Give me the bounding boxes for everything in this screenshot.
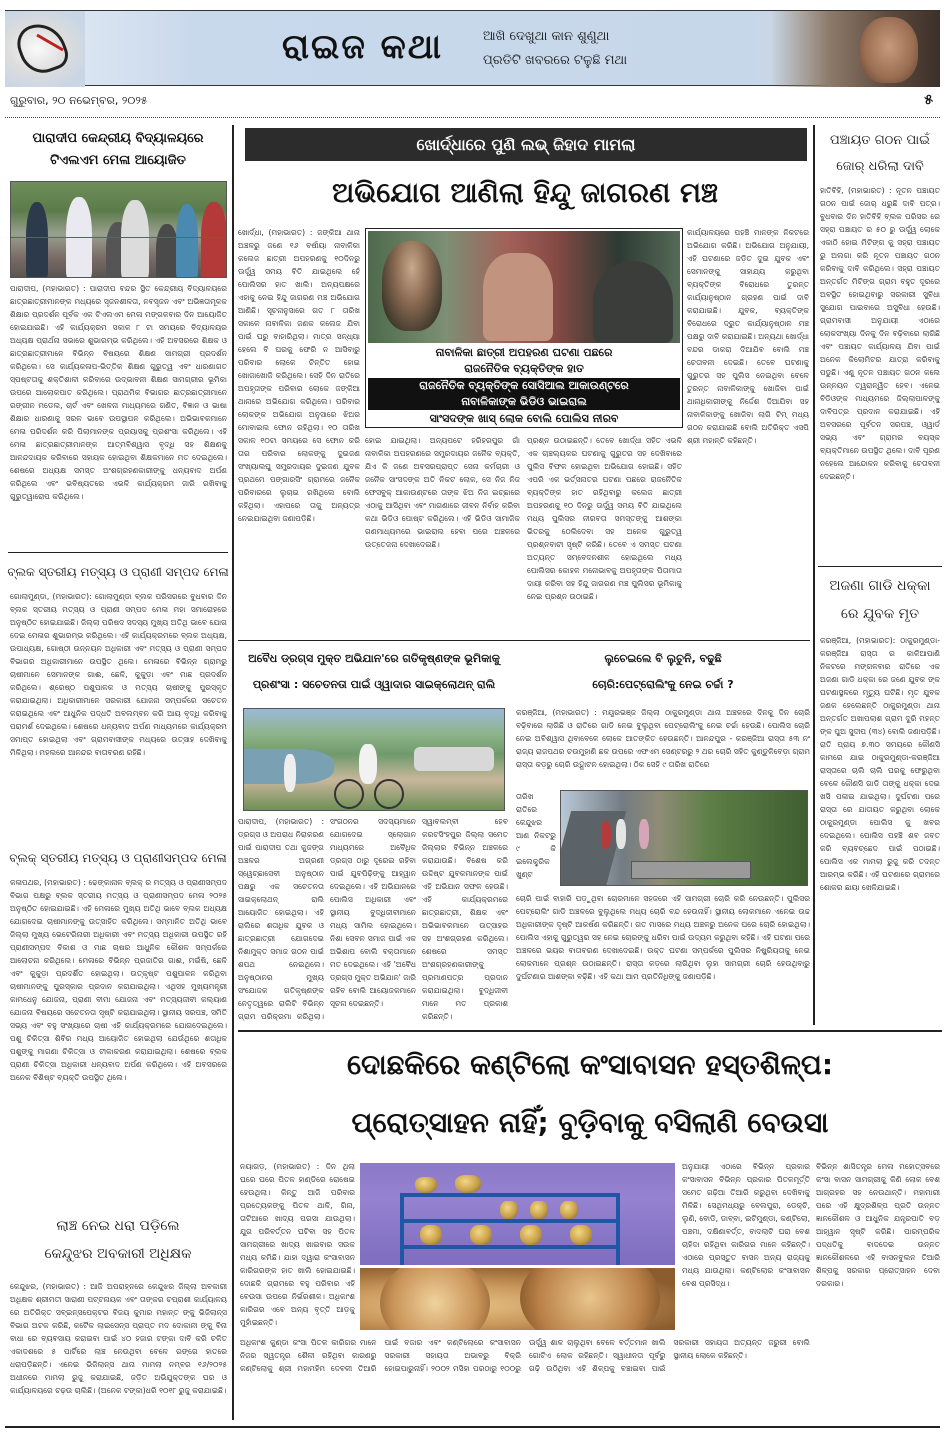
accident-body: କରଞ୍ଜିଆ, (ମହାଭାରତ): ଠାକୁରମୁଣ୍ଡା- କରଞ୍ଜିଆ ରାସ୍ତା ର କାଳିଆପାଣି ନିକଟରେ ମଙ୍ଗଳବାର ରାତିରେ ଏକ ଅଜଣା ଗାଡି ଧକ୍କା ରେ ଜଣେ ଯୁବକ ଙ୍କ ଘଟଣାସ୍ଥଳରେ ମୃତ୍ୟୁ ଘଟିଛି। ମୃତ ଯୁବକ ଜଣକ ହେଲେଛନ୍ତି ଠାକୁରମୁଣ୍ଡା ଥାନା ଅନ୍ତର୍ଗତ ଅଖାପଲାଶ ଗ୍ରାମ ଦୁରି ମହନ୍ତ ଙ୍କ ପୁଅ ସୁଦୀପ (୩୪) ବୋଲି ଜଣାପଡ଼ିଛି। ରାତି ପ୍ରାୟ ୭.୩୦ ସମୟରେ କୌଣସି କାମରେ ଯାଇ ଠାକୁରମୁଣ୍ଡା-କରଞ୍ଜିଆ ରାସ୍ତାରେ ଚାଲି ଚାଲି ଘରକୁ ଫେରୁଥିବା ବେଳେ କୌଣସି ଗାଡି ତାଙ୍କୁ ଧକ୍କା ଦେଇ ଖସି ପଳାଇ ଯାଇଥିଲା। ଦୁର୍ଘଟଣା ପରେ ରାସ୍ତା ରେ ଯାତାୟତ କରୁଥିବା ଲୋକେ ଠାକୁରମୁଣ୍ଡା ପୋଲିସ କୁ ଖବର ଦେଇଥିଲେ। ପୋଲିସ ପହଞ୍ଚି ଶବ ଜବତ କରି ବ୍ୟବଚ୍ଛେଦ ପାଇଁ ପଠାଇଛି। ପୋଲିସ ଏକ ମାମଲା ରୁଜୁ କରି ତଦନ୍ତ ଆରମ୍ଭ କରିଛି। ଏହି ଘଟଣାରେ ଗ୍ରାମରେ ଶୋକର ଛାୟା ଖେଳିଯାଇଛି।	[820, 636, 940, 892]
lead-headline: ଅଭିଯୋଗ ଆଣିଲା ହିନ୍ଦୁ ଜାଗରଣ ମଞ୍ଚ	[332, 176, 718, 209]
story-kv-body: ପାରାଦୀପ, (ମହାଭାରତ) : ପାରାଦୀପ ବନ୍ଦର ସ୍ଥିତ କେନ୍ଦ୍ରୀୟ ବିଦ୍ୟାଳୟରେ ଛାତ୍ରଛାତ୍ରୀମାନଙ୍କ ମଧ୍ୟରେ ସୃଜନଶୀଳତା, ନବସୃଜନ ଏବଂ ଅଭିଜ୍ଞତାମୂଳକ ଶିକ୍ଷାର ପ୍ରଦର୍ଶନ ପୂର୍ବକ ଏକ ଟିଏଲଏମ ମେଳା ମଙ୍ଗଳବାର ଦିନ ଆୟୋଜିତ ହୋଇଯାଇଛି। ଏହି କାର୍ଯ୍ୟକ୍ରମ ସକାଳ ୮ ଟା ସମୟରେ ବିଦ୍ୟାଳୟର ଅଧ୍ୟକ୍ଷ ପ୍ରାର୍ଥନା ସଭାରେ ଶୁଭାରମ୍ଭ କରିଥିଲେ। ଏହି ଅବସରରେ ଶିକ୍ଷକ ଓ ଛାତ୍ରଛାତ୍ରୀମାନେ ବିଭିନ୍ନ ବିଷୟରେ ଶିକ୍ଷଣ ସାମଗ୍ରୀ ପ୍ରଦର୍ଶନ କରିଥିଲେ। ସେ କାର୍ଯ୍ୟକଳାପ-ଭିତ୍ତିକ ଶିକ୍ଷଣ ଗୁରୁତ୍ୱ ଏବଂ ଧାରଣାଗତ ସ୍ପଷ୍ଟତାକୁ ଶକ୍ତିଶାଳୀ କରିବାରେ ଉଦ୍ଭାବନୀ ଶିକ୍ଷଣ ସାମଗ୍ରୀର ଭୂମିକା ଉପରେ ଆଲୋକପାତ କରିଥିଲେ। ପ୍ରାଥମିକ ବିଭାଗର ଛାତ୍ରଛାତ୍ରୀମାନେ ରଙ୍ଗୀନ ମଡେଲ, ଚାର୍ଟ ଏବଂ ଖେଳନା ମାଧ୍ୟମରେ ଗଣିତ, ବିଜ୍ଞାନ ଓ ଭାଷା ଶିକ୍ଷାର ଧାରଣାକୁ ସରଳ ଭାବେ ଉପସ୍ଥାପନ କରିଥିଲେ। ଅଭିଭାବକମାନେ ମେଳା ପରିଦର୍ଶନ କରି ପିଲାମାନଙ୍କ ପ୍ରୟାସକୁ ପ୍ରଶଂସା କରିଥିଲେ। ଏହି ମେଳା ଛାତ୍ରଛାତ୍ରୀମାନଙ୍କ ଆତ୍ମବିଶ୍ୱାସ ବୃଦ୍ଧି ସହ ଶିକ୍ଷଣକୁ ଆନନ୍ଦଦାୟକ କରିବାରେ ସହାୟକ ହୋଇଥିବା ଶିକ୍ଷକମାନେ ମତ ଦେଇଥିଲେ। ଶେଷରେ ଅଧ୍ୟକ୍ଷ ସମସ୍ତ ଅଂଶଗ୍ରହଣକାରୀଙ୍କୁ ଧନ୍ୟବାଦ ଅର୍ପଣ କରିଥିଲେ ଏବଂ ଭବିଷ୍ୟତରେ ଏଭଳି କାର୍ଯ୍ୟକ୍ରମ ଜାରି ରଖିବାକୁ ଗୁରୁତ୍ୱାରୋପ କରିଥିଲେ।	[10, 284, 227, 501]
shelf	[400, 1193, 404, 1265]
petrol-body-bottom: ଚୋରି ପାଇଁ ବାହାରି ପଡ଼ୁଥିବା ଚୋରମାନେ ସହଜରେ ଏହି ସାମଗ୍ରୀ ଚୋରି କରି ନେଉଛନ୍ତି। ପୁଲିସର ପେଟ୍ରୋଲିଂ ଗାଡି ଅଞ୍ଚଳରେ ବୁଲୁଥିଲେ ମଧ୍ୟ ଚୋରି ବନ୍ଦ ହେଉନାହିଁ। ସ୍ଥାନୀୟ ଲୋକମାନେ ଏନେଇ ଉଚ୍ଚ ଅଧିକାରୀଙ୍କ ଦୃଷ୍ଟି ଆକର୍ଷଣ କରିଛନ୍ତି। ଗତ ମାସରେ ମଧ୍ୟ ଅଞ୍ଚଳରୁ ଅନେକ ଘରେ ଚୋରି ହୋଇଥିଲା। ପୋଲିସ ଏହାକୁ ଗୁରୁତ୍ୱର ସହ ନେଇ ଚୋରଙ୍କୁ ଧରିବା ପାଇଁ ଉଦ୍ୟମ କରୁଥିବା କହିଛି। ଏହି ଘଟଣା ପରେ ଅଞ୍ଚଳରେ ଭୟର ବାତାବରଣ ଦେଖାଦେଇଛି। ଉକ୍ତ ଘଟଣା ସମ୍ପର୍କରେ ପୁଲିସର ନିଷ୍କ୍ରିୟତାକୁ ନେଇ ଲୋକମାନେ ପ୍ରଶ୍ନ ଉଠାଇଛନ୍ତି। ରାସ୍ତା କଡ଼ରେ ଲାଗିଥିବା ଲୁହା ସାମଗ୍ରୀ ଚୋରି ହେଉଥିବାରୁ ଦୁର୍ଘଟଣାର ଆଶଙ୍କା ବଢ଼ିଛି। ଏହି କଥା ଆମ ପ୍ରତିନିଧିଙ୍କୁ ଜଣାପଡ଼ିଛି।	[516, 894, 810, 981]
brass-plate	[520, 1268, 660, 1330]
headline-line: ଲୁଚେଇଲେ ବି ଲୁଚୁନି, ବଢୁଛି	[604, 652, 722, 665]
story-divider	[8, 552, 228, 553]
brass-shop-photo	[360, 1163, 675, 1265]
story-divider	[238, 640, 810, 641]
brass-pot	[500, 1201, 518, 1219]
masthead-divider	[5, 117, 940, 118]
caption-line: ରାଜନୈତିକ ବ୍ୟକ୍ତିଙ୍କ ସୋସିଆଲ ଆକାଉଣ୍ଟରେ	[419, 379, 629, 392]
cycle-body-col2: ସଂଗଠନର ସଦସ୍ୟମାନେ ଯୋଗଦେଇ ସ୍ଲୋଗାନ ମାଧ୍ୟମରେ ଅବୈଧିକ ଡ୍ରଗ୍ସ ଠାରୁ ଦୂରେଇ ରହିବା ପାଇଁ ଯୁବପିଢ଼ିଙ୍କୁ ଆହ୍ୱାନ ଦେଇଥିଲେ। ଏହି ଅଭିଯାନରେ ପୋଲିସ ଅଧିକାରୀ ଏବଂ ସ୍ଥାନୀୟ ବୁଦ୍ଧିଜୀବୀମାନେ ମଧ୍ୟ ସାମିଲ ହୋଇଥିଲେ। ନିଶା ସେବନ ସମାଜ ପାଇଁ ଏକ ଅଭିଶାପ ବୋଲି ବକ୍ତାମାନେ ମତ ଦେଇଥିଲେ। ଏହି 'ଅବୈଧ ଡ୍ରଗ୍ସ ମୁକ୍ତ ଅଭିଯାନ' ଜାରି ରହିବ ବୋଲି ଆୟୋଜକମାନେ ସୂଚନା ଦେଇଛନ୍ତି।	[330, 817, 416, 1008]
cycle-wheel-icon	[334, 779, 364, 809]
brass-body-col1: ନୟାଗଡ଼, (ମହାଭାରତ) : ଦିନ ଥିଲା ଘରେ ଘରେ ପିତଳ ହାଣ୍ଡିରେ ରୋଷେଇ ହେଉଥିଲା। କିନ୍ତୁ ଆଜି ପରିବାର ପ୍ରତ୍ୟେକଙ୍କୁ ପିତଳ ଥାଳି, ଗିନା, ତାଟିଆରେ ଖାଦ୍ୟ ପରସା ଯାଉଥିଲା। ଯୁଗ ପରିବର୍ତ୍ତନ ଘଟିବା ସହ ପିତଳ ସାମଗ୍ରୀରେ ଖାଦ୍ୟ ଖାଇବାର ସଉକ ମଧ୍ୟ କମିଛି। ଯାହା ଦ୍ୱାରା କଂସାବାସନ କାରିଗରଙ୍କ ହାତ ଖାଲି ହୋଇଯାଇଛି। ଦୋଛକି ଗ୍ରାମରେ ବହୁ ପରିବାର ଏହି ବେଉସା ଉପରେ ନିର୍ଭରଶୀଳ। ଅଧିକାଂଶ କାରିଗର ଏବେ ଅନ୍ୟ ବୃତ୍ତି ଆଡ଼କୁ ମୁହାଁଇଛନ୍ତି।	[240, 1162, 355, 1327]
lead-body-col4: କାର୍ଯ୍ୟାଳୟରେ ପହଞ୍ଚି ମାନଙ୍କ ନିକଟରେ ଅଭିଯୋଗ କରିଛି। ଅଭିଯୋଗ ଅନୁଯାୟୀ, ଏହି ଘଟଣାରେ ଜଡ଼ିତ ଦୁଇ ଯୁବକ ଏବଂ ସେମାନଙ୍କୁ ସାହାଯ୍ୟ କରୁଥିବା ବ୍ୟକ୍ତିଙ୍କ ବିରୋଧରେ ତୁରନ୍ତ କାର୍ଯ୍ୟାନୁଷ୍ଠାନ ଗ୍ରହଣ ପାଇଁ ଦାବି କରାଯାଇଛି। ଯୁବକ, ବ୍ୟକ୍ତିଙ୍କ ବିରୋଧରେ ଦ୍ରୁତ କାର୍ଯ୍ୟାନୁଷ୍ଠାନ ମଞ୍ଚ ପକ୍ଷରୁ ଦାବି କରାଯାଇଛି। ଅନ୍ୟଥା ଖୋର୍ଦ୍ଧା ବନ୍ଦର ଡାକରା ଦିଆଯିବ ବୋଲି ମଞ୍ଚ ଚେତାବନୀ ଦେଇଛି। ତେବେ ଘଟଣାକୁ ଗୁରୁତର ସହ ପୁଲିସ ନେଇଥିବା ବେଳେ ତୁରନ୍ତ ନାବାଳିକାଙ୍କୁ ଖୋଜିବା ପାଇଁ ଥାନାଧିକାରୀଙ୍କୁ ନିର୍ଦ୍ଦେଶ ଦିଆଯିବା ସହ ନାବାଳିକାଙ୍କୁ ଖୋଜିବା ଲାଗି ଟିମ୍ ମଧ୍ୟ ଗଠନ କରାଯାଇଛି ବୋଲି ଅତିରିକ୍ତ ଏସପି ଶ୍ରୀ ମହାନ୍ତି କହିଛନ୍ତି।	[687, 228, 809, 445]
headline-line: ବ୍ଲକ ସ୍ତରୀୟ ମତ୍ସ୍ୟ ଓ ପ୍ରାଣୀ ସମ୍ପଦ ମେଳା	[7, 565, 229, 579]
headline-line: ଦୋଛକିରେ କଣ୍ଟିଲୋ କଂସାବାସନ ହସ୍ତଶିଳ୍ପ:	[346, 1048, 834, 1081]
caption-line: ସାଂସଦଙ୍କ ଖାସ୍ ଲୋକ ବୋଲି ପୋଲିସ ନୀରବ	[429, 412, 619, 425]
petrol-body-left: ତାରିଖ ରାତିରେ କେନ୍ଦୁଝର ଆଣ ନିକଟରୁ ୯ କି ଇଲେକ୍ଟ୍ରିକ ଖୁଣ୍ଟ	[516, 792, 556, 879]
brass-pot	[560, 1201, 578, 1219]
headline-line: ପାରାଦୀପ କେନ୍ଦ୍ରୀୟ ବିଦ୍ୟାଳୟରେ	[32, 131, 204, 146]
headline-line: ପ୍ରଶଂସା : ସଚେତନତା ପାଇଁ ଓ୍ୱାଦାର ସାଇକ୍ଲୋଥନ୍ ରାଲି	[252, 678, 496, 691]
panchayat-body: ହାତିବିହି, (ମହାଭାରତ) : ନୂତନ ପଞ୍ଚାୟତ ଗଠନ ପାଇଁ ଜୋର୍ ଧରୁଛି ଦାବି ପତ୍ର। ବୁଧବାର ଦିନ ହାତିବିହି ବ୍ଲକ ପରିସର ରେ ସହ୍ରା ପଞ୍ଚାୟତ ର ୫୦ ରୁ ଊର୍ଦ୍ଧ୍ୱ ଲୋକେ ଏକାଠି ହୋଇ ମିଟିଙ୍ଗ କୁ ସହ୍ରା ପଞ୍ଚାୟତ ରୁ ଅଲଗା କରି ନୂତନ ପଞ୍ଚାୟତ ଗଠନ କରିବାକୁ ଦାବି କରିଥିଲେ। ସହ୍ରା ପଞ୍ଚାୟତ ଅନ୍ତର୍ଗତ ମିଟିଙ୍ଗ ଗ୍ରାମ ବହୁତ ଦୂରରେ ଅବସ୍ଥିତ ହୋଇଥିବାରୁ ସରକାରୀ ସୁବିଧା ସୁଯୋଗ ପାଇବାରେ ଅସୁବିଧା ହେଉଛି। ଗ୍ରାମବାସୀ ଅନୁଯାୟୀ ଏଠାରେ ଲୋକସଂଖ୍ୟା ଦିନକୁ ଦିନ ବଢ଼ିବାରେ ଲାଗିଛି ଏବଂ ପଞ୍ଚାୟତ କାର୍ଯ୍ୟାଳୟ ଯିବା ପାଇଁ ଅନେକ କିଲୋମିଟର ଯାତ୍ରା କରିବାକୁ ପଡୁଛି। ଏଣୁ ନୂତନ ପଞ୍ଚାୟତ ଗଠନ କଲେ ଉନ୍ନୟନ ତ୍ୱରାନ୍ୱିତ ହେବ। ଏନେଇ ବିଡିଓଙ୍କ ମାଧ୍ୟମରେ ଜିଲ୍ଲାପାଳଙ୍କୁ ଦାବିପତ୍ର ପ୍ରଦାନ କରାଯାଇଛି। ଏହି ଅବସରରେ ପୂର୍ବତନ ସରପଞ୍ଚ, ଓ୍ୱାର୍ଡ ସଭ୍ୟ ଏବଂ ଗ୍ରାମର ବୟସ୍କ ବ୍ୟକ୍ତିମାନେ ଉପସ୍ଥିତ ଥିଲେ। ଦାବି ପୂରଣ ନହେଲେ ଆନ୍ଦୋଳନ କରିବାକୁ ଚେତାବନୀ ଦେଇଛନ୍ତି।	[820, 186, 940, 481]
brass-pot	[530, 1201, 548, 1219]
shelf	[400, 1219, 620, 1223]
story-divider	[818, 566, 942, 567]
brass-body-col2: ଅନୁଯାୟୀ ଏଠାରେ ବିଭିନ୍ନ ପ୍ରକାର କଂସାବାସନ ବିଭିନ୍ନ ପ୍ରକାର ପିତଳମୂର୍ତ୍ତି ସମେତ ଗଢ଼ିଆ ତିଆରି କରୁଥିବା ଦେଖିବାକୁ ମିଳିଛି। ସେଥିମଧ୍ୟରୁ ବେଲପୁରା, ଡେକ୍ଚି, ଲୁଣି, ବୋଡି, ଡାବ୍ବା, ଇଟିମୁଣ୍ଡା, କଣ୍ଟିଲୋ, ପଞ୍ଚମା, ଦକ୍ଷିଣାବର୍ତ୍ତ, ବାଦଲାଟି ଘରା ବେଶ ଚାହିଦା ରହିଥିବା କାରିଗର ମାନେ କହିଛନ୍ତି। ଏଠାରେ ପ୍ରସ୍ତୁତ ବାସନ ଅନ୍ୟ ରାଜ୍ୟକୁ ମଧ୍ୟ ଯାଉଥିଲା। କଣ୍ଟିଲୋର କଂସାବାସନ ବେଶ ପ୍ରସିଦ୍ଧ।	[682, 1162, 810, 1288]
tlm-fair-photo	[10, 181, 227, 278]
crying-child-photo	[770, 11, 940, 87]
brass-pot	[570, 1225, 592, 1245]
veiled-figure	[593, 261, 673, 343]
masthead	[5, 10, 940, 86]
lead-kicker-banner: ଖୋର୍ଦ୍ଧାରେ ପୁଣି ଲଭ୍ ଜିହାଦ ମାମଲା	[245, 128, 807, 161]
headline-line: ଚୋରି:ପେଟ୍ରୋଲିଂକୁ ନେଇ ଚର୍ଚ୍ଚା ?	[592, 678, 734, 691]
caption-line: ନାବାଳିକାଙ୍କ ଭିଡିଓ ଭାଇରାଲ	[461, 395, 587, 408]
lead-body-col3: ପ୍ରଶ୍ନ ଉଠାଇଛନ୍ତି। ତେବେ ଖୋର୍ଦ୍ଧା ସହିତ ଏଭଳି ଏକ ଚାଞ୍ଚଲ୍ୟକର ଘଟଣାକୁ ଗୁରୁତର ସହ ଦେଖିବାରେ ପୁଲିସ ବିଫଳ ହୋଇଥିବା ଅଭିଯୋଗ ହୋଇଛି। ସହିତ ଏପରି ଏକ ଭର୍ତ୍ସନାତର ଘଟଣା ପଛରେ ରାଜନୈତିକ ବ୍ୟକ୍ତିଙ୍କ ହାତ ରହିଥିବାରୁ କଲେଜ ଛାତ୍ରୀ ଅପହରଣକୁ ୧୦ ଦିନରୁ ଊର୍ଦ୍ଧ୍ୱ ସମୟ ବିତି ଯାଇଥିଲେ ମଧ୍ୟ ପୁଲିସର ନୀରବତା ସମସ୍ତଙ୍କୁ ଆଶଙ୍କା ଭିତରକୁ ଠେଲିଦେବା ସହ ଅନେକ ଗୁରୁତ୍ୱ ପ୍ରଶ୍ନବାଚୀ ସୃଷ୍ଟି କରିଛି। ତେବେ ଏ ସମସ୍ତ ଘଟଣା ଅତ୍ୟନ୍ତ ସମ୍ବେଦନଶୀଳ ହୋଇଥିଲେ ମଧ୍ୟ ପୋଲିସର କୋହଳ ମନୋଭାବକୁ ଅପହୃତାଙ୍କ ପିତାମାତା ଦାୟୀ କରିବା ସହ ହିନ୍ଦୁ ଜାଗରଣ ମଞ୍ଚ ପୁଲିସର ଭୂମିକାକୁ ନେଇ ପ୍ରଶ୍ନ ଉଠାଇଛି।	[527, 436, 682, 601]
story-fish-fair-body: ଗୋଲାମୁଣ୍ଡା, (ମହାଭାରତ): ଗୋଲାମୁଣ୍ଡା ବ୍ଲକ ପରିସରରେ ବୁଧବାର ଦିନ ବ୍ଲକ ସ୍ତରୀୟ ମତ୍ସ୍ୟ ଓ ପ୍ରାଣୀ ସମ୍ପଦ ମେଳା ମହା ସମାରୋହରେ ଅନୁଷ୍ଠିତ ହୋଇଯାଇଛି। ଜିଲ୍ଲା ପରିଷଦ ସଦସ୍ୟ ମୁଖ୍ୟ ଅତିଥି ଭାବେ ଯୋଗ ଦେଇ ମେଳାର ଶୁଭାରମ୍ଭ କରିଥିଲେ। ଏହି କାର୍ଯ୍ୟକ୍ରମରେ ବ୍ଲକ ଅଧ୍ୟକ୍ଷ, ଉପାଧ୍ୟକ୍ଷ, ଗୋଷ୍ଠୀ ଉନ୍ନୟନ ଅଧିକାରୀ ଏବଂ ମତ୍ସ୍ୟ ଓ ପ୍ରାଣୀ ସମ୍ପଦ ବିଭାଗର ଅଧିକାରୀମାନେ ଉପସ୍ଥିତ ଥିଲେ। ମେଳାରେ ବିଭିନ୍ନ ଗ୍ରାମରୁ ଚାଷୀମାନେ ସେମାନଙ୍କ ଗାଈ, ଛେଳି, କୁକୁଡ଼ା ଏବଂ ମାଛ ପ୍ରଦର୍ଶନ କରିଥିଲେ। ଶ୍ରେଷ୍ଠ ପଶୁପାଳକ ଓ ମତ୍ସ୍ୟ ଚାଷୀଙ୍କୁ ପୁରସ୍କୃତ କରାଯାଇଥିଲା। ଅଧିକାରୀମାନେ ସରକାରୀ ଯୋଜନା ସମ୍ପର୍କରେ ସଚେତନ କରାଇଥିଲେ ଏବଂ ଆଧୁନିକ ପଦ୍ଧତି ଅବଲମ୍ବନ କରି ଆୟ ବୃଦ୍ଧି କରିବାକୁ ପରାମର୍ଶ ଦେଇଥିଲେ। ଶେଷରେ ଧନ୍ୟବାଦ ଅର୍ପଣ ମାଧ୍ୟମରେ କାର୍ଯ୍ୟକ୍ରମ ସମାପ୍ତ ହୋଇଥିଲା ଏବଂ ଗ୍ରାମବାସୀଙ୍କ ମଧ୍ୟରେ ଉତ୍ସାହ ଦେଖିବାକୁ ମିଳିଥିଲା। ମହଲରେ ଆନନ୍ଦର ବାତାବରଣ ରହିଛି।	[10, 592, 227, 757]
brass-plates-photo	[360, 1268, 675, 1330]
tagline-line-2: ପ୍ରତିଟି ଖବରରେ ଟଳୁଛି ମଥା	[483, 53, 628, 68]
caption-line: ନାବାଳିକା ଛାତ୍ରୀ ଅପହରଣ ଘଟଣା ପଛରେ	[435, 346, 613, 359]
lead-body-col1: ଖୋର୍ଦ୍ଧା, (ମହାଭାରତ) : ଜଙ୍କିଆ ଥାନା ଅଞ୍ଚଳରୁ ଜଣେ ୧୬ ବର୍ଷୀୟା ନାବାଳିକା କଲେଜ ଛାତ୍ରୀ ଅପହରଣକୁ ୧୦ଦିନରୁ ଊର୍ଦ୍ଧ୍ୱ ସମୟ ବିତି ଯାଇଥିଲେ ହେଁ ପୋଲିସର ହାତ ଖାଲି। ଅନ୍ୟପକ୍ଷରେ ଏହାକୁ ନେଇ ହିନ୍ଦୁ ଜାଗରଣ ମଞ୍ଚ ଅଭିଯୋଗ ଆଣିଛି। ସୂଚନାନୁସାରେ ଗତ ୮ ତାରିଖ ସକାଳେ ନାବାଳିକା ଜଣକ କଲେଜ ଯିବା ପାଇଁ ଘରୁ ବାହାରିଥିଲା। ମାତ୍ର ସନ୍ଧ୍ୟା ହେଲେ ବି ଘରକୁ ଫେରି ନ ଆସିବାରୁ ପରିବାର ଲୋକେ ଚିନ୍ତିତ ହୋଇ ଖୋଜାଖୋଜି କରିଥିଲେ। ସେହି ଦିନ ରାତିରେ ଅପହୃତାଙ୍କ ପରିବାର ଲୋକେ ଜଙ୍କିଆ ଥାନାରେ ଅଭିଯୋଗ କରିଥିଲେ। ପରିବାର ଲୋକଙ୍କ ଅଭିଯୋଗ ଅନୁସାରେ ଝିଅର ମୋବାଇଲ ଫୋନ ରହିଥିଲା। ୧୦ ତାରିଖ ସକାଳ ୧୦ଟା ସମୟରେ ସେ ଫୋନ କରି ତାର ପରିବାର ଲୋକଙ୍କୁ ଦୁଇଜଣ ସଂଖ୍ୟାଲଘୁ ସମ୍ପ୍ରଦାୟର ଦୁଇଜଣ ଯୁବକ ପ୍ରଥମେ ପଙ୍ଗାରସିଂ ଗ୍ରାମରେ ଜନୈକ ପରିବାରରେ ଲୁଚାଇ ରଖିଥିଲେ ବୋଲି କହିଥିଲା। ଏହାପରେ ତାକୁ ଅନ୍ୟତ୍ର ନେଇଯାଇଥିବା ଜଣାପଡ଼ିଛି।	[238, 228, 360, 523]
tagline-line-1: ଆଖି ଦେଖୁଥା କାନ ଶୁଣୁଥା	[483, 29, 610, 44]
headline-line: ବ୍ଲକ୍ ସ୍ତରୀୟ ମତ୍ସ୍ୟ ଓ ପ୍ରାଣୀସମ୍ପଦ ମେଳା	[9, 851, 227, 865]
walking-man	[284, 754, 296, 792]
roadside-photo	[560, 790, 808, 886]
headline-line: ଲାଞ୍ଚ ନେଇ ଧରା ପଡ଼ିଲେ	[56, 1218, 180, 1234]
brass-pot	[470, 1225, 492, 1245]
story-excise-body: କେନ୍ଦୁଝର, (ମହାଭାରତ) : ଆଜି ଅପରାହ୍ନରେ କେନ୍ଦୁଝର ଜିଲ୍ଲା ଅବକାରୀ ଅଧିକ୍ଷକ ଶ୍ରୀମତୀ ସାରାଣୀ ପଟ୍ଟନାୟକ ଏବଂ ତାଙ୍କର ଚପ୍ରାଶୀ କାର୍ଯ୍ୟାଳୟ ରେ ଅତିରିକ୍ତ ସବ୍‌ଇନ୍‌ସପେକ୍ଟର ବିଜୟ କୁମାର ମହାନ୍ତ ଙ୍କୁ ଭିଜିଲାନ୍ସ ବିଭାଗ ଅଟକ କରିଛି, କଟୈକ ଲାଇସେନ୍ସ ପ୍ରାପ୍ତ ମଦ ଦୋକାନୀ ଙ୍କୁ ବିନା ବାଧା ରେ ବ୍ୟବସାୟ କରାଇବା ପାଇଁ ୪୦ ହଜାର ଟଙ୍କା ଦାବି କରି ଚଳିତ ଏକାଦଶରେ ୫ ପାର୍ଟିରେ ଲାଞ୍ଚ ନେଉଥିବା ବେଳେ ରଙ୍ଗେ ହାତରେ ଧରାପଡ଼ିଛନ୍ତି। ଏନେଇ ଭିଜିଲାନ୍ସ ଥାନା ମାମଲା ନମ୍ବର ୧୬/୨୦୨୫ ଅଧୀନରେ ମାମଲା ରୁଜୁ କରାଯାଇଛି, ଜଡ଼ିତ ଅଭିଯୁକ୍ତଙ୍କ ଘର ଓ କାର୍ଯ୍ୟାଳୟରେ ଚଢ଼ଉ ଚାଲିଛି। (ଅନେକ ଟଙ୍କା)ଧରି ୧୦୧୮ ରୁଜୁ କରାଯାଇଛି।	[10, 1282, 227, 1395]
brass-craft-headline	[238, 1036, 942, 1152]
headline-line: ପ୍ରୋତ୍ସାହନ ନାହିଁ; ବୁଡ଼ିବାକୁ ବସିଲାଣି ବେଉସା	[351, 1106, 829, 1139]
lead-body-col2: ହୋଇ ଯାଇଥିଲା। ଅନ୍ୟପଟେ ହରିହରପୁର ଗାଁ ନାବାଳିକା ଅପହରଣରେ ସମ୍ପ୍ରଦାୟର ଜନୈକ ବ୍ୟକ୍ତି, ଯିଏ କି ଜଣେ ଅବସରପ୍ରାପ୍ତ ସେନା କର୍ମଚାରୀ ଓ ଜନୈକ ସାଂସଦଙ୍କ ଅତି ନିକଟ ଲୋକ, ସେ ନିଜ ନିଜ ଫେସବୁକ୍ ଆକାଉଣ୍ଟରେ ତାଙ୍କ ଝିଅ ନିଜ ଇଚ୍ଛାରେ ଏଠାକୁ ଆସିଥିବା ଏବଂ ମାଗଣାରେ ଜୀବନ ନିର୍ବାହ କରିବା କଥା ଭିଡିଓ ପୋଷ୍ଟ କରିଥିଲେ। ଏହି ଭିଡିଓ ସାମାଜିକ ଗଣମାଧ୍ୟମରେ ଭାଇରାଲ ହେବା ପରେ ଅଞ୍ଚଳରେ ଉତ୍ତେଜନା ଦେଖାଦେଇଛି।	[365, 436, 520, 549]
panchayat-headline	[818, 128, 942, 180]
caption-box-1	[368, 345, 680, 377]
headline-line: ଅବୈଧ ଡ୍ରଗ୍ସ ମୁକ୍ତ ଅଭିଯାନ'ରେ ଗତିକୃଷ୍ଣଙ୍କ ଭୂମିକାକୁ	[248, 652, 500, 665]
cycle-wheel-icon	[374, 779, 404, 809]
column-divider-left	[232, 125, 234, 1420]
petrol-theft-headline	[516, 646, 810, 698]
headline-line: ଜୋର୍ ଧରିଲା ଦାବି	[836, 159, 924, 174]
rally-riders	[414, 747, 494, 771]
child-face-icon	[860, 17, 918, 83]
cycle-rally-headline	[238, 646, 510, 698]
brass-pot	[420, 1225, 442, 1245]
story-kv-headline	[8, 128, 228, 172]
handcuffed-hands-illustration	[5, 11, 85, 87]
love-jihad-illustration	[368, 231, 680, 343]
headline-line: ଅଜଣା ଗାଡି ଧକ୍କା	[829, 578, 931, 594]
headline-line: ପଞ୍ଚାୟତ ଗଠନ ପାଇଁ	[830, 133, 930, 148]
brass-pot	[415, 1177, 437, 1193]
cycle-rally-photo	[243, 708, 505, 811]
caption-box-3	[368, 411, 680, 427]
shelf	[400, 1245, 620, 1249]
cyclist	[359, 744, 377, 784]
person	[639, 819, 649, 849]
headline-line: କେନ୍ଦୁଝର ଅବକାରୀ ଅଧିକ୍ଷକ	[44, 1246, 192, 1262]
brass-plate	[380, 1268, 490, 1330]
person	[616, 819, 626, 849]
shelf	[400, 1193, 620, 1197]
headline-line: ଟିଏଲଏମ ମେଳା ଆୟୋଜିତ	[50, 153, 186, 168]
story-fish-fair-headline	[6, 560, 230, 584]
lead-illustration-box	[365, 228, 683, 428]
railing-frame	[631, 861, 751, 879]
cycle-body-col1: ପାରାଦୀପ, (ମହାଭାରତ) : ଡ୍ରଗ୍ସ ଓ ଅପରାଧ ନିରାକରଣ ପାଇଁ ପାରାଦୀପ ତଥା କୁଜଙ୍ଗ ଅଞ୍ଚଳର ଅଗ୍ରଣୀ ସ୍ୱେଚ୍ଛାସେବୀ ଅନୁଷ୍ଠାନ ପକ୍ଷରୁ ଏକ ସଚେତନତା ସାଇକ୍ଲୋଥନ୍ ରାଲି ଆୟୋଜିତ ହୋଇଥିଲା। ଏହି ରାଲିରେ ଶତାଧିକ ଯୁବକ ଓ ଛାତ୍ରଛାତ୍ରୀ ଯୋଗଦେଇ ନିଶାମୁକ୍ତ ସମାଜ ଗଠନ ପାଇଁ ଶପଥ ନେଇଥିଲେ। ଅନୁଷ୍ଠାନର ମୁଖ୍ୟ ସଂଯୋଜକ ଗତିକୃଷ୍ଣଙ୍କ ନେତୃତ୍ୱରେ ରାଲିଟି ବିଭିନ୍ନ ଗ୍ରାମ ପରିକ୍ରମା କରିଥିଲା।	[238, 817, 324, 1021]
brass-body-col3: ବିଭିନ୍ନ ଶାସିତନ୍ତ୍ର ମେଳା ମହୋତ୍ସବରେ କଂସା ବାସନ ସାମଗ୍ରୀକୁ କିଣି ଲୋକ ବେଶ ଆଗ୍ରହର ସହ ନେଉଥାନ୍ତି। ମହାମାରୀ ପରେ ଏହି କ୍ଷୁଦ୍ରଶିଳ୍ପ ପ୍ରତି ଉନ୍ନତ ଜ୍ଞାନକୌଶଳ ଓ ଆଧୁନିକ ଯନ୍ତ୍ରପାତି ବଡ଼ ଆହ୍ୱାନ ସୃଷ୍ଟି କରିଛି। ପାରମ୍ପରିକ ପଦ୍ଧତିକୁ ବାଦଦେଇ ଉନ୍ନତ ଜ୍ଞାନକୌଶଳରେ ଏହି ବାସନବୁଲନ ତିଆରି ଶିଳ୍ପକୁ ସରକାର ପ୍ରୋତ୍ସାହନ ଦେବା ଦରକାର।	[816, 1162, 940, 1288]
dateline: ଗୁରୁବାର, ୨୦ ନଭେମ୍ବର, ୨୦୨୫	[10, 94, 148, 107]
bearded-man-figure	[382, 241, 442, 331]
page-bottom-rule	[5, 1426, 940, 1428]
headline-line: ରେ ଯୁବକ ମୃତ	[840, 606, 920, 622]
story-fish-fair-2-body: କଳାପଥର, (ମହାଭାରତ) : ଢେଙ୍କାନାଳ ବ୍ଲକ୍ ର ମତ୍ସ୍ୟ ଓ ପ୍ରାଣୀସମ୍ପଦ ବିଭାଗ ପକ୍ଷରୁ ବ୍ଲକ ସ୍ତରୀୟ ମତ୍ସ୍ୟ ଓ ପ୍ରାଣୀସମ୍ପଦ ମେଳା ୨୦୨୫ ଅନୁଷ୍ଠିତ ହୋଇଯାଇଛି। ଏହି ମେଳାରେ ମୁଖ୍ୟ ଅତିଥି ଭାବେ ବ୍ଲକ ଅଧ୍ୟକ୍ଷ ଯୋଗଦେଇ ଚାଷୀମାନଙ୍କୁ ଉତ୍ସାହିତ କରିଥିଲେ। ସମ୍ମାନିତ ଅତିଥି ଭାବେ ଜିଲ୍ଲା ମୁଖ୍ୟ ଭେଟେରିନାରୀ ଅଧିକାରୀ ଏବଂ ମତ୍ସ୍ୟ ଅଧିକାରୀ ଉପସ୍ଥିତ ରହି ପ୍ରାଣୀସମ୍ପଦ ବିକାଶ ଓ ମାଛ ଚାଷର ଆଧୁନିକ କୌଶଳ ସମ୍ପର୍କରେ ଆଲୋଚନା କରିଥିଲେ। ମେଳାରେ ବିଭିନ୍ନ ପ୍ରଜାତିର ଗାଈ, ମଇଁଷି, ଛେଳି ଏବଂ କୁକୁଡ଼ା ପ୍ରଦର୍ଶିତ ହୋଇଥିଲା। ଉତ୍କୃଷ୍ଟ ପଶୁପାଳନ କରିଥିବା ଚାଷୀମାନଙ୍କୁ ପୁରସ୍କାର ପ୍ରଦାନ କରାଯାଇଥିଲା। ଏଥିସହ ମୁଖ୍ୟମନ୍ତ୍ରୀ କାମଧେନୁ ଯୋଜନା, ପ୍ରାଣୀ ବୀମା ଯୋଜନା ଏବଂ ମତ୍ସ୍ୟଜୀବୀ କଲ୍ୟାଣ ଯୋଜନା ବିଷୟରେ ସଚେତନତା ସୃଷ୍ଟି କରାଯାଇଥିଲା। ସ୍ଥାନୀୟ ସରପଞ୍ଚ, ସମିତି ସଭ୍ୟ ଏବଂ ବହୁ ସଂଖ୍ୟାରେ ଚାଷୀ ଏହି କାର୍ଯ୍ୟକ୍ରମରେ ଯୋଗଦେଇଥିଲେ। ପଶୁ ଚିକିତ୍ସା ଶିବିର ମଧ୍ୟ ଆୟୋଜିତ ହୋଇଥିଲା ଯେଉଁଥିରେ ଶତାଧିକ ପଶୁଙ୍କୁ ମାଗଣା ଚିକିତ୍ସା ଓ ଟୀକାକରଣ କରାଯାଇଥିଲା। ଶେଷରେ ବ୍ଲକ ପ୍ରାଣୀ ଚିକିତ୍ସା ଅଧିକାରୀ ଧନ୍ୟବାଦ ଅର୍ପଣ କରିଥିଲେ। ଏହି ଅବସରରେ ଅନେକ ବିଶିଷ୍ଟ ବ୍ୟକ୍ତି ଉପସ୍ଥିତ ଥିଲେ।	[10, 878, 227, 1082]
story-fish-fair-2-headline	[6, 846, 230, 870]
brass-pot	[455, 1175, 481, 1193]
person	[601, 821, 611, 849]
story-excise-headline	[6, 1212, 230, 1268]
cycle-body-col3: ସ୍ୱାବଲମ୍ବୀ ହେବ କରଟସିଂହପୁର ଜିଲ୍ଲା ସମେତ ଜିଲ୍ଲାର ବିଭିନ୍ନ ଅଞ୍ଚଳରେ କରାଯାଉଛି। ବିଶେଷ କରି ଉଦ୍ଦିଷ୍ଟ ଯୁବକମାନଙ୍କ ପାଇଁ ଏହି ଅଭିଯାନ ସଫଳ ହେଉଛି। ଏହି କାର୍ଯ୍ୟକ୍ରମରେ ଛାତ୍ରଛାତ୍ରୀ, ଶିକ୍ଷକ ଏବଂ ଅଭିଭାବକମାନେ ଉତ୍ସାହର ସହ ଅଂଶଗ୍ରହଣ କରିଥିଲେ। ଶେଷରେ ସମସ୍ତ ଅଂଶଗ୍ରହଣକାରୀଙ୍କୁ ପ୍ରମାଣପତ୍ର ପ୍ରଦାନ କରାଯାଇଥିଲା। ବୁଦ୍ଧିଜୀବୀ ମାନେ ମତ ପ୍ରକାଶ କରିଛନ୍ତି।	[422, 817, 508, 1021]
brass-pot	[520, 1225, 542, 1245]
section-divider	[238, 1030, 942, 1032]
petrol-body-top: କରଞ୍ଜିଆ, (ମହାଭାରତ) : ମୟୂରଭଞ୍ଜ ଜିଲ୍ଲା ଠାକୁରମୁଣ୍ଡା ଥାନା ଅଞ୍ଚଳରେ ଦିନକୁ ଦିନ ଚୋରି ବଢ଼ିବାରେ ଲାଗିଛି ଓ ରାତିରେ ଗାଡି ନେଇ ବୁଲୁଥିବା ପେଟ୍ରୋଲିଂକୁ ନେଇ ଚର୍ଚ୍ଚା ହେଉଛି। ପୋଲିସ ଚୋରି ନେଇ ଅବିଶ୍ୱାସ ଥିବାବେଳେ ଲୋକେ ଆତଙ୍କିତ ହେଉଛନ୍ତି। ଆନନ୍ଦପୁର - କରଞ୍ଜିଆ ରାସ୍ତା ୫୩ ନଂ ରାଜ୍ୟ ରାଜପଥର ଚଉମୁହାଣି ଛକ ଉପରେ ଏଫଏମ ସେଣ୍ଟରରୁ ୨ ଥର ଚୋରି ସହିତ କୁଣ୍ଡୁଳିବେଡ଼ା ଗ୍ରାମ ରାସ୍ତା କଡ଼ରୁ ଚୋରି ଉଦ୍ଘାଟନ ହୋଇଥିଲା। ଠିକ ସେହି ୯ ତାରିଖ ରାତିରେ	[516, 708, 810, 769]
newspaper-title: ରାଇଜ କଥା	[282, 27, 443, 67]
accident-headline	[818, 572, 942, 628]
shelf	[616, 1193, 620, 1265]
caption-box-2	[368, 378, 680, 410]
column-divider-right	[813, 125, 815, 1025]
caption-line: ରାଜନୈତିକ ବ୍ୟକ୍ତିଙ୍କ ହାତ	[464, 362, 584, 375]
page-number: ୫	[924, 92, 933, 108]
couple-figure	[483, 253, 553, 341]
brass-body-bottom: ଅଧିକାଂଶ କୁଣ୍ଡା କଂସା ପିତଳ କାରିଗର ମାନେ ନିଜର ସ୍ୱତନ୍ତ୍ର ଶୈଳୀ ରହିଥିବା କାରଣରୁ କଣ୍ଟିଲୋକୁ ଶ୍ରୀ ମହାମହିମ ଦେବଳୀ ତିଆରି ପାଇଁ ବଜାର ଏବଂ କଣ୍ଟିଲୋରେ କଂସାବାସନ ସରକାରୀ ସହାୟତା ଅଭାବରୁ ବିକ୍ରି ହୋଇପାରୁନାହିଁ। ୨୦୦୨ ମସିହା ପରଠାରୁ ୧୦୦ରୁ ଊର୍ଦ୍ଧ୍ୱ ଶାଳ ଚାଲୁଥିବା ବେଳେ ବର୍ତ୍ତମାନ ଖାଲି ଗୋଟିଏ ଲୋକ ରହିଛନ୍ତି। ସ୍ୱାଧୀନତା ପୂର୍ବରୁ ଗଢ଼ି ଉଠିଥିବା ଏହି ଶିଳ୍ପକୁ ବଞ୍ଚାଇବା ପାଇଁ ସରକାରୀ ସହାୟତା ଅତ୍ୟନ୍ତ ଜରୁରୀ ବୋଲି ସ୍ଥାନୀୟ ଲୋକେ କହିଛନ୍ତି।	[240, 1338, 810, 1373]
